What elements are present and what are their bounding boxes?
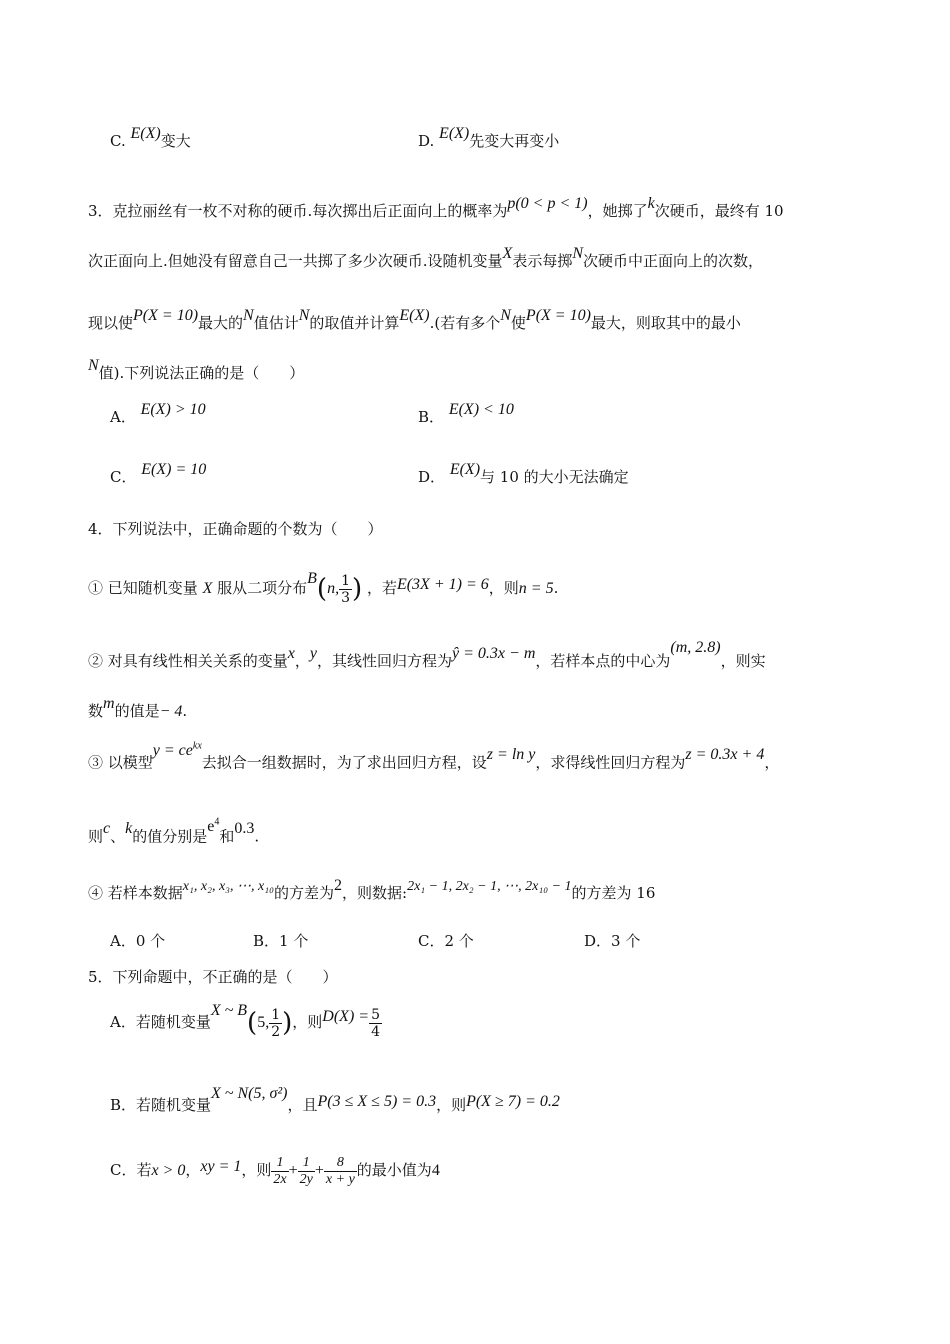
text: 的最小值为 bbox=[356, 1161, 432, 1179]
text: 次硬币，最终有 10 bbox=[654, 202, 784, 220]
fraction bbox=[339, 573, 352, 606]
text: . bbox=[254, 827, 260, 846]
text: 的取值并计算 bbox=[309, 314, 400, 332]
denominator: 2x bbox=[273, 1171, 287, 1187]
numerator: 1 bbox=[341, 572, 350, 589]
superscript: kx bbox=[192, 741, 202, 752]
text: 的方差为 bbox=[273, 884, 334, 902]
math-expression: P(3 ≤ X ≤ 5) = 0.3 bbox=[317, 1093, 437, 1110]
math-variable: m bbox=[103, 695, 115, 712]
q3-option-c[interactable] bbox=[110, 461, 207, 489]
q3-line-2 bbox=[88, 245, 764, 273]
q5-option-c[interactable] bbox=[110, 1150, 440, 1191]
q4-statement-1 bbox=[88, 570, 558, 607]
text: ，若 bbox=[366, 579, 397, 597]
math-variable: B bbox=[307, 570, 317, 587]
math-expression: (m, 2.8) bbox=[670, 639, 721, 656]
option-label: C．2 个 bbox=[418, 932, 474, 950]
q4-option-b[interactable] bbox=[253, 930, 308, 952]
question-number: 4． bbox=[88, 520, 113, 538]
option-label: B． bbox=[418, 408, 445, 426]
math-expression: 5, bbox=[257, 1014, 270, 1031]
numerator: 1 bbox=[298, 1155, 315, 1172]
text: ，则实 bbox=[720, 652, 766, 670]
question-number: 5． bbox=[88, 968, 113, 986]
math-expression: x₁, x₂, x₃, ⋯, x₁₀ bbox=[182, 879, 274, 894]
math-variable: N bbox=[88, 357, 99, 374]
numerator: 1 bbox=[271, 1006, 281, 1023]
text: 、 bbox=[110, 827, 126, 846]
math-expression: 2x₁ − 1, 2x₂ − 1, ⋯, 2x₁₀ − 1 bbox=[407, 879, 572, 894]
math-variable: X bbox=[202, 580, 213, 597]
text: 最大的 bbox=[198, 314, 244, 332]
math-expression: − 4 bbox=[159, 703, 183, 720]
option-text: 变大 bbox=[160, 132, 191, 150]
q3-option-b[interactable] bbox=[418, 401, 514, 429]
denominator: 3 bbox=[341, 589, 350, 606]
text: 和 bbox=[219, 827, 235, 846]
math-variable: c bbox=[103, 820, 111, 838]
text: ，其线性回归方程为 bbox=[317, 652, 453, 670]
text: ， bbox=[185, 1161, 201, 1179]
math-expression: P(X ≥ 7) = 0.2 bbox=[466, 1093, 560, 1110]
math-variable: k bbox=[125, 820, 133, 838]
q3-line-4 bbox=[88, 357, 305, 385]
text: . bbox=[182, 702, 188, 720]
denominator: x + y bbox=[325, 1171, 355, 1187]
option-label: C．若 bbox=[110, 1161, 152, 1179]
q5-stem bbox=[88, 966, 338, 988]
option-label: D. bbox=[418, 132, 435, 150]
q4-option-a[interactable] bbox=[110, 930, 165, 952]
text: ，则数据: bbox=[342, 884, 408, 902]
math-expression: n, bbox=[327, 580, 340, 597]
fraction bbox=[271, 1155, 288, 1188]
math-variable: N bbox=[243, 307, 254, 324]
math-expression: y = ce bbox=[152, 742, 193, 760]
superscript: 4 bbox=[214, 817, 220, 828]
q3-line-1 bbox=[88, 195, 784, 223]
plus-sign: + bbox=[288, 1162, 298, 1179]
text: 的方差为 16 bbox=[571, 884, 656, 902]
text: 下列说法中，正确命题的个数为（ ） bbox=[112, 520, 383, 538]
text: 最大，则取其中的最小 bbox=[590, 314, 741, 332]
q4-option-c[interactable] bbox=[418, 930, 474, 952]
math-variable: y bbox=[309, 645, 318, 662]
text: 次正面向上.但她没有留意自己一共掷了多少次硬币.设随机变量 bbox=[88, 252, 503, 270]
q4-statement-3-line-1 bbox=[88, 741, 780, 774]
math-expression: z = ln y bbox=[486, 746, 536, 764]
fraction bbox=[324, 1155, 357, 1188]
q2-option-c[interactable] bbox=[110, 125, 191, 153]
text: 现以使 bbox=[88, 314, 134, 332]
math-expression: X ~ N(5, σ²) bbox=[211, 1085, 288, 1102]
math-expression: E(X) bbox=[449, 461, 481, 478]
text: 值).下列说法正确的是（ ） bbox=[98, 364, 305, 382]
text: ② 对具有线性相关关系的变量 bbox=[88, 652, 288, 670]
math-variable: N bbox=[298, 307, 310, 324]
option-label: B．1 个 bbox=[253, 932, 309, 950]
numerator: 5 bbox=[371, 1006, 380, 1023]
text: 值估计 bbox=[253, 314, 299, 332]
left-paren: ( bbox=[247, 1008, 258, 1038]
math-expression: P(X = 10) bbox=[133, 307, 199, 324]
math-expression: x > 0 bbox=[151, 1162, 186, 1179]
math-number: 2 bbox=[334, 877, 342, 894]
numerator: 8 bbox=[324, 1155, 357, 1172]
fraction bbox=[269, 1007, 282, 1040]
denominator: 2 bbox=[271, 1023, 281, 1040]
text: ，且 bbox=[287, 1096, 318, 1114]
text: 次硬币中正面向上的次数， bbox=[583, 252, 764, 270]
math-expression: p(0 < p < 1) bbox=[507, 195, 588, 212]
q3-option-d[interactable] bbox=[418, 461, 629, 489]
plus-sign: + bbox=[314, 1162, 324, 1179]
right-paren: ) bbox=[352, 574, 363, 604]
text: ，则 bbox=[488, 579, 519, 597]
option-label: C． bbox=[110, 468, 137, 486]
math-variable: N bbox=[500, 307, 511, 324]
math-number: 4 bbox=[431, 1162, 440, 1179]
fraction bbox=[369, 1007, 382, 1040]
math-variable: X bbox=[502, 245, 513, 262]
math-expression: z = 0.3x + 4 bbox=[685, 746, 765, 764]
text: ，则 bbox=[241, 1161, 272, 1179]
math-expression: E(X) bbox=[130, 125, 161, 142]
denominator: 4 bbox=[371, 1023, 380, 1040]
math-expression: n = 5 bbox=[518, 580, 554, 597]
math-constant: e bbox=[207, 818, 215, 836]
q4-statement-4 bbox=[88, 877, 656, 906]
option-label: D． bbox=[418, 468, 446, 486]
text: ， bbox=[764, 753, 780, 772]
math-expression: E(X) bbox=[399, 307, 430, 324]
q3-line-3 bbox=[88, 307, 741, 335]
math-expression: E(X) < 10 bbox=[448, 401, 514, 418]
text: ，若样本点的中心为 bbox=[535, 652, 671, 670]
q2-option-d[interactable] bbox=[418, 125, 560, 153]
math-expression: X ~ B bbox=[210, 1002, 248, 1019]
math-expression: xy = 1 bbox=[200, 1158, 242, 1175]
option-label: C. bbox=[110, 132, 126, 150]
text: 去拟合一组数据时，为了求出回归方程，设 bbox=[201, 753, 487, 772]
text: ，求得线性回归方程为 bbox=[535, 753, 686, 772]
q5-option-b[interactable] bbox=[110, 1085, 560, 1117]
left-paren: ( bbox=[316, 574, 328, 604]
numerator: 1 bbox=[271, 1155, 288, 1172]
q4-statement-2-line-2 bbox=[88, 695, 188, 723]
text: 克拉丽丝有一枚不对称的硬币.每次掷出后正面向上的概率为 bbox=[112, 202, 508, 220]
math-variable: k bbox=[647, 195, 655, 212]
text: 服从二项分布 bbox=[217, 579, 308, 597]
text: ，则 bbox=[436, 1096, 467, 1114]
option-text: 先变大再变小 bbox=[469, 132, 560, 150]
denominator: 2y bbox=[299, 1171, 313, 1187]
math-expression: D(X) = bbox=[322, 1008, 370, 1025]
text: ，她掷了 bbox=[587, 202, 648, 220]
text: ① 已知随机变量 bbox=[88, 579, 198, 597]
text: 的值分别是 bbox=[132, 827, 208, 846]
math-number: 0.3 bbox=[234, 820, 255, 838]
fraction bbox=[298, 1155, 315, 1188]
q4-statement-2-line-1 bbox=[88, 639, 766, 673]
text: 下列命题中，不正确的是（ ） bbox=[112, 968, 338, 986]
text: .(若有多个 bbox=[429, 314, 501, 332]
text: ③ 以模型 bbox=[88, 753, 153, 772]
math-expression: ŷ = 0.3x − m bbox=[452, 645, 536, 662]
option-label: A．若随机变量 bbox=[110, 1013, 211, 1031]
text: 数 bbox=[88, 702, 104, 720]
question-number: 3． bbox=[88, 202, 113, 220]
q4-stem bbox=[88, 518, 383, 540]
text: ，则 bbox=[292, 1013, 323, 1031]
text: ④ 若样本数据 bbox=[88, 884, 183, 902]
option-label: A． bbox=[110, 408, 136, 426]
text: . bbox=[553, 579, 559, 597]
q4-statement-3-line-2 bbox=[88, 817, 260, 848]
math-variable: x bbox=[287, 645, 295, 662]
option-label: D．3 个 bbox=[584, 932, 641, 950]
math-expression: E(X) > 10 bbox=[140, 401, 206, 418]
text: 则 bbox=[88, 827, 104, 846]
q4-option-d[interactable] bbox=[584, 930, 640, 952]
option-text: 与 10 的大小无法确定 bbox=[480, 468, 629, 486]
q3-option-a[interactable] bbox=[110, 401, 206, 429]
text: 的值是 bbox=[114, 702, 160, 720]
option-label: B．若随机变量 bbox=[110, 1096, 212, 1114]
math-expression: P(X = 10) bbox=[525, 307, 591, 324]
text: 表示每掷 bbox=[512, 252, 573, 270]
q5-option-a[interactable] bbox=[110, 1002, 382, 1043]
right-paren: ) bbox=[282, 1008, 293, 1038]
math-expression: E(X) = 10 bbox=[141, 461, 207, 478]
text: 使 bbox=[510, 314, 526, 332]
math-expression: E(3X + 1) = 6 bbox=[396, 576, 489, 593]
text: ， bbox=[294, 652, 310, 670]
math-expression: E(X) bbox=[439, 125, 470, 142]
option-label: A．0 个 bbox=[110, 932, 166, 950]
math-variable: N bbox=[572, 245, 584, 262]
